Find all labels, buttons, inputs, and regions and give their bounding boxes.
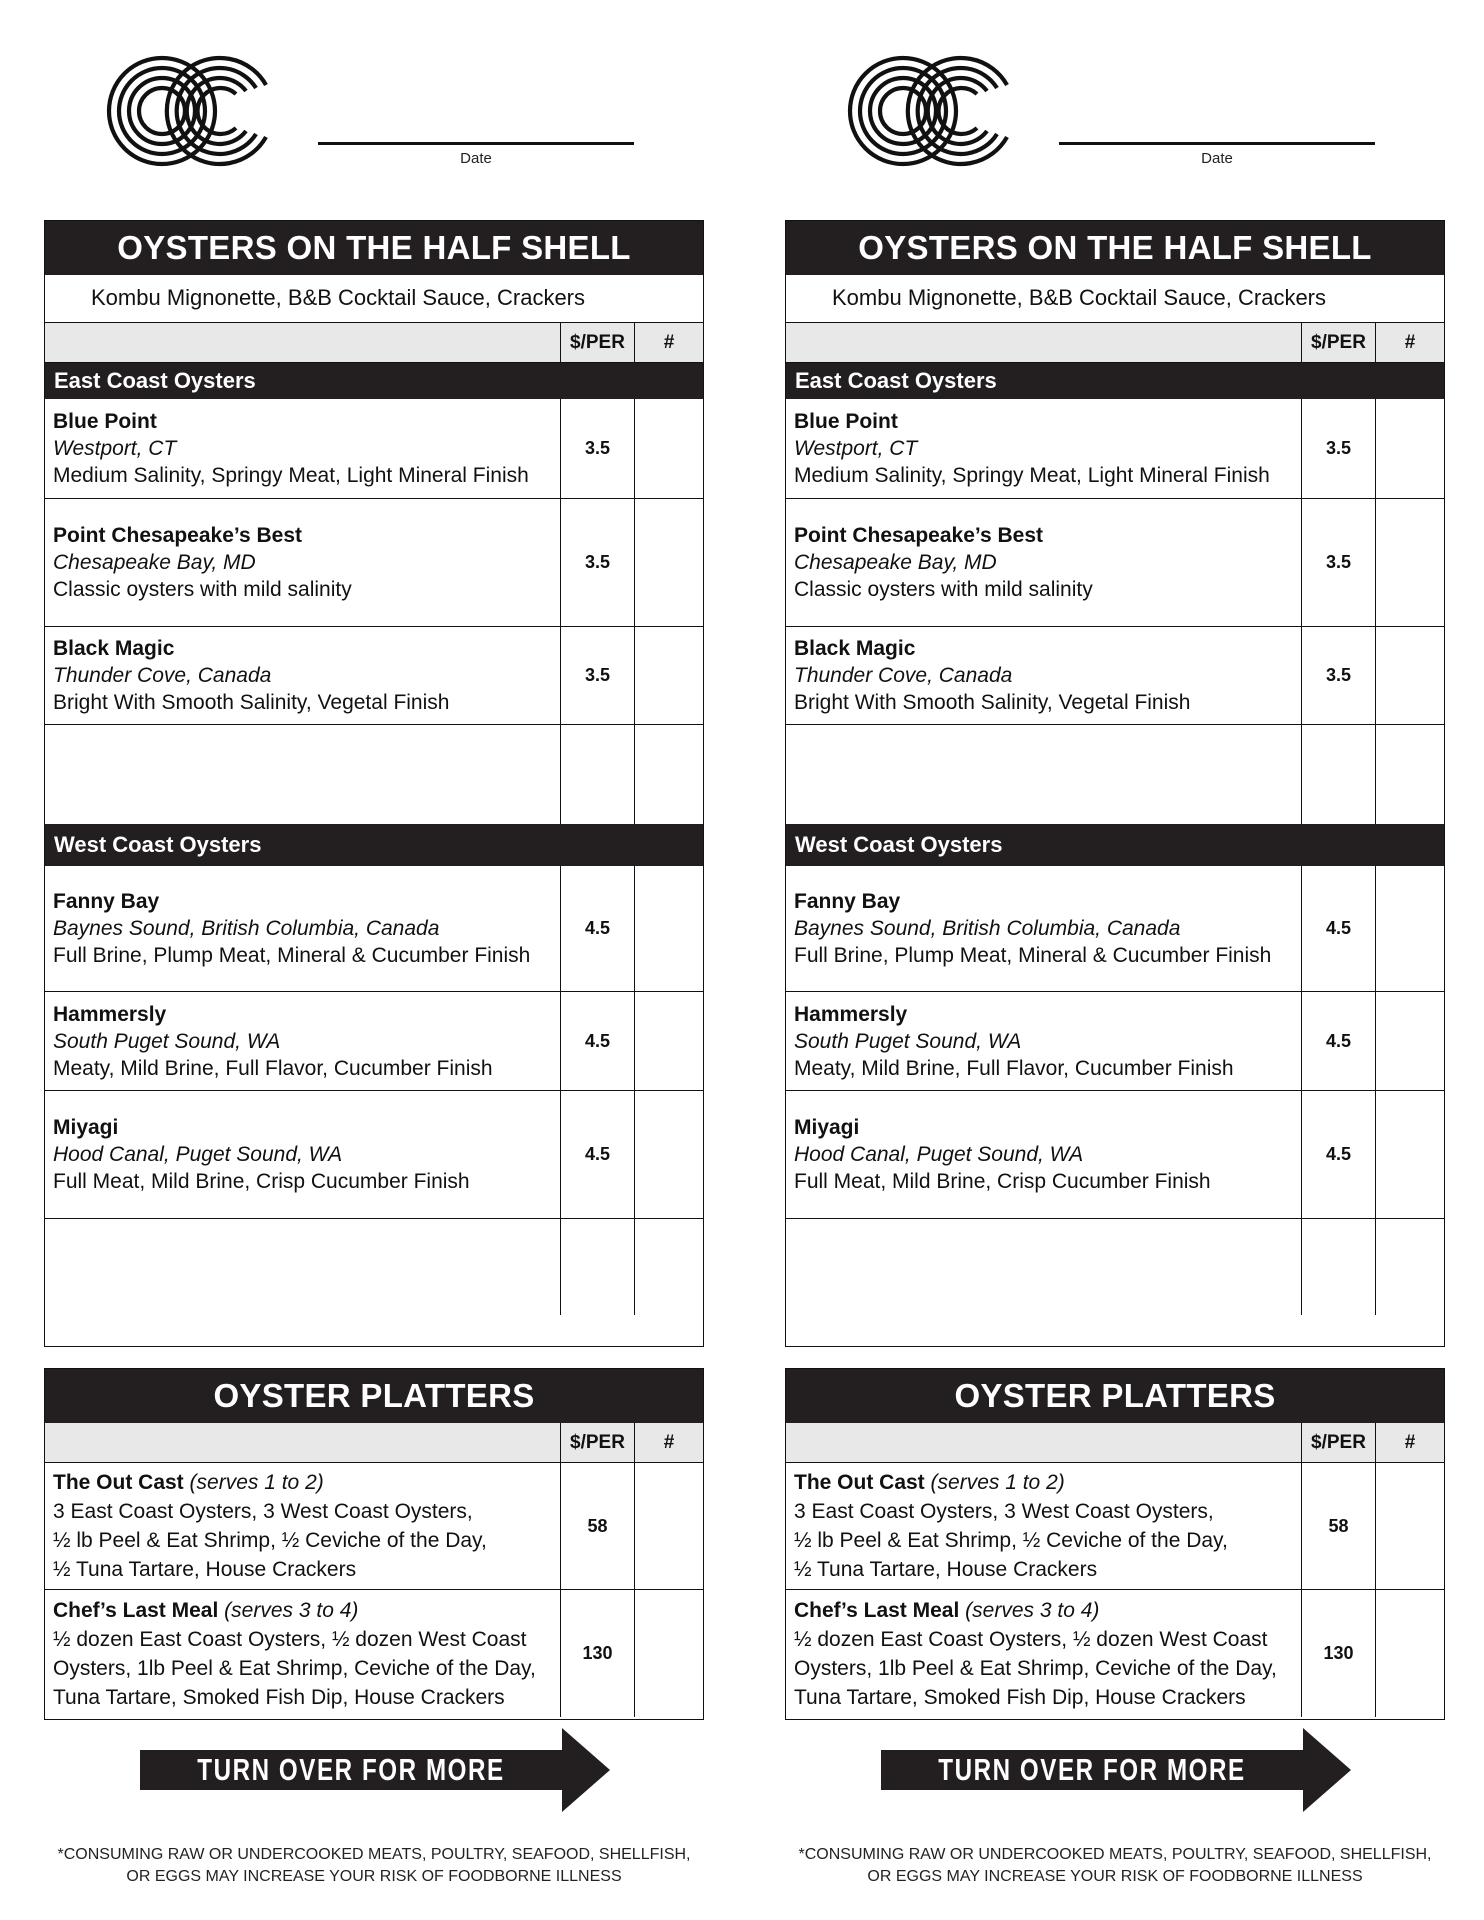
blank-price-cell[interactable]	[561, 1219, 635, 1315]
price-column-header: $/PER	[561, 323, 635, 362]
oyster-origin: Baynes Sound, British Columbia, Canada	[794, 917, 1181, 940]
platter-price: 130	[1302, 1590, 1376, 1717]
platter-row	[786, 1590, 1444, 1717]
east-coast-rows	[45, 399, 703, 824]
platter-row	[45, 1590, 703, 1717]
platter-row	[45, 1463, 703, 1590]
section-title: OYSTERS ON THE HALF SHELL	[45, 221, 703, 275]
price-column-header: $/PER	[1302, 1423, 1376, 1462]
oyster-origin: South Puget Sound, WA	[794, 1029, 1022, 1053]
oyster-price: 3.5	[1302, 399, 1376, 498]
platter-description: ½ dozen East Coast Oysters, ½ dozen West Coast Oysters, 1lb Peel & Eat Shrimp, Ceviche of the Day, Tuna Tartare, Smoked Fish Dip, House Crackers	[53, 1627, 536, 1709]
oyster-notes: Classic oysters with mild salinity	[53, 578, 352, 601]
oyster-price: 3.5	[1302, 499, 1376, 626]
oyster-notes: Bright With Smooth Salinity, Vegetal Finish	[53, 691, 450, 714]
date-label: Date	[1201, 150, 1233, 167]
blank-price-cell[interactable]	[561, 725, 635, 824]
quantity-cell[interactable]	[1376, 1219, 1444, 1315]
oyster-origin: Thunder Cove, Canada	[794, 664, 1013, 687]
oyster-origin: Thunder Cove, Canada	[53, 664, 272, 687]
oyster-notes: Classic oysters with mild salinity	[794, 578, 1093, 601]
blank-item-cell[interactable]	[786, 1219, 1302, 1315]
quantity-cell[interactable]	[1376, 725, 1444, 824]
turn-over-arrow	[881, 1728, 1351, 1812]
platter-description: 3 East Coast Oysters, 3 West Coast Oysters, ½ lb Peel & Eat Shrimp, ½ Ceviche of the Day, ½ Tuna Tartare, House Crackers	[794, 1500, 1228, 1581]
oyster-notes: Medium Salinity, Springy Meat, Light Mineral Finish	[53, 464, 529, 487]
section-title: OYSTER PLATTERS	[786, 1369, 1444, 1423]
disclaimer-line-1: *CONSUMING RAW OR UNDERCOOKED MEATS, POULTRY, SEAFOOD, SHELLFISH,	[57, 1846, 691, 1863]
foodborne-illness-disclaimer	[785, 1844, 1445, 1888]
card-header	[44, 52, 704, 172]
card-header	[785, 52, 1445, 172]
oyster-name: Hammersly	[794, 1002, 908, 1026]
oyster-price: 4.5	[1302, 992, 1376, 1090]
platter-price: 58	[1302, 1463, 1376, 1589]
quantity-cell[interactable]	[1376, 1463, 1444, 1589]
oyster-notes: Full Brine, Plump Meat, Mineral & Cucumber Finish	[794, 944, 1272, 967]
turn-over-label: TURN OVER FOR MORE	[197, 1752, 505, 1787]
section-subtitle: Kombu Mignonette, B&B Cocktail Sauce, Crackers	[786, 275, 1444, 323]
oyster-price: 3.5	[1302, 627, 1376, 724]
oyster-row	[786, 992, 1444, 1091]
section-title: OYSTERS ON THE HALF SHELL	[786, 221, 1444, 275]
turn-over-arrow	[140, 1728, 610, 1812]
foodborne-illness-disclaimer	[44, 1844, 704, 1888]
east-coast-category: East Coast Oysters	[786, 363, 1444, 399]
oyster-origin: Hood Canal, Puget Sound, WA	[794, 1143, 1084, 1166]
oyster-row	[786, 499, 1444, 627]
oyster-platters-section	[44, 1368, 704, 1720]
oyster-price: 4.5	[561, 866, 635, 991]
platter-price: 130	[561, 1590, 635, 1717]
menu-card-left	[44, 0, 704, 1920]
quantity-column-header: #	[1404, 332, 1416, 353]
quantity-cell[interactable]	[635, 399, 703, 498]
quantity-cell[interactable]	[635, 1091, 703, 1218]
platter-description: 3 East Coast Oysters, 3 West Coast Oysters, ½ lb Peel & Eat Shrimp, ½ Ceviche of the Day, ½ Tuna Tartare, House Crackers	[53, 1500, 487, 1581]
platter-description: ½ dozen East Coast Oysters, ½ dozen West Coast Oysters, 1lb Peel & Eat Shrimp, Ceviche of the Day, Tuna Tartare, Smoked Fish Dip, House Crackers	[794, 1627, 1277, 1709]
turn-over-label: TURN OVER FOR MORE	[938, 1752, 1246, 1787]
quantity-column-header: #	[663, 1432, 675, 1453]
oyster-row	[786, 399, 1444, 499]
oyster-row	[45, 627, 703, 725]
oyster-origin: Baynes Sound, British Columbia, Canada	[53, 917, 440, 940]
disclaimer-line-1: *CONSUMING RAW OR UNDERCOOKED MEATS, POULTRY, SEAFOOD, SHELLFISH,	[798, 1846, 1432, 1863]
platter-serves: (serves 3 to 4)	[965, 1598, 1100, 1622]
oyster-name: Point Chesapeake’s Best	[53, 524, 302, 547]
section-subtitle: Kombu Mignonette, B&B Cocktail Sauce, Crackers	[45, 275, 703, 323]
oyster-name: Fanny Bay	[53, 890, 160, 913]
oyster-origin: Westport, CT	[53, 437, 177, 460]
quantity-cell[interactable]	[1376, 499, 1444, 626]
oyster-notes: Meaty, Mild Brine, Full Flavor, Cucumber Finish	[53, 1056, 493, 1080]
west-coast-rows	[786, 866, 1444, 1315]
blank-item-cell[interactable]	[45, 725, 561, 824]
blank-oyster-row	[786, 1219, 1444, 1315]
blank-oyster-row	[786, 725, 1444, 824]
oysters-half-shell-section	[785, 220, 1445, 1347]
oyster-row	[45, 399, 703, 499]
oyster-price: 4.5	[561, 1091, 635, 1218]
price-column-header: $/PER	[1302, 323, 1376, 362]
quantity-cell[interactable]	[1376, 399, 1444, 498]
platter-name: Chef’s Last Meal	[53, 1598, 219, 1622]
blank-price-cell[interactable]	[1302, 725, 1376, 824]
oyster-name: Fanny Bay	[794, 890, 901, 913]
oyster-notes: Medium Salinity, Springy Meat, Light Mineral Finish	[794, 464, 1270, 487]
oyster-price: 4.5	[1302, 1091, 1376, 1218]
menu-card-right	[785, 0, 1445, 1920]
quantity-cell[interactable]	[1376, 627, 1444, 724]
oc-logo-icon	[106, 52, 271, 170]
oyster-origin: South Puget Sound, WA	[53, 1029, 281, 1053]
blank-price-cell[interactable]	[1302, 1219, 1376, 1315]
oyster-origin: Chesapeake Bay, MD	[53, 551, 256, 574]
oyster-notes: Meaty, Mild Brine, Full Flavor, Cucumber Finish	[794, 1056, 1234, 1080]
platter-serves: (serves 1 to 2)	[930, 1471, 1065, 1494]
oyster-row	[786, 866, 1444, 992]
section-title: OYSTER PLATTERS	[45, 1369, 703, 1423]
quantity-cell[interactable]	[1376, 1091, 1444, 1218]
oyster-name: Miyagi	[53, 1116, 119, 1139]
quantity-column-header: #	[663, 332, 675, 353]
west-coast-rows	[45, 866, 703, 1315]
oyster-name: Black Magic	[794, 637, 916, 660]
quantity-cell[interactable]	[635, 1219, 703, 1315]
oc-logo-icon	[847, 52, 1012, 170]
blank-oyster-row	[45, 725, 703, 824]
date-field-line[interactable]	[1059, 142, 1375, 145]
oyster-price: 3.5	[561, 399, 635, 498]
column-header	[786, 323, 1444, 363]
quantity-cell[interactable]	[635, 1463, 703, 1589]
oyster-notes: Full Meat, Mild Brine, Crisp Cucumber Finish	[53, 1170, 470, 1193]
oyster-notes: Full Brine, Plump Meat, Mineral & Cucumber Finish	[53, 944, 531, 967]
east-coast-category: East Coast Oysters	[45, 363, 703, 399]
oyster-name: Miyagi	[794, 1116, 860, 1139]
blank-item-cell[interactable]	[45, 1219, 561, 1315]
oyster-platters-section	[785, 1368, 1445, 1720]
quantity-cell[interactable]	[635, 725, 703, 824]
oyster-name: Hammersly	[53, 1002, 167, 1026]
platter-name: The Out Cast	[53, 1471, 184, 1494]
quantity-cell[interactable]	[635, 866, 703, 991]
oyster-name: Blue Point	[53, 410, 157, 433]
oyster-row	[45, 499, 703, 627]
column-header	[45, 323, 703, 363]
platter-name: The Out Cast	[794, 1471, 925, 1494]
oyster-price: 4.5	[1302, 866, 1376, 991]
oyster-name: Black Magic	[53, 637, 175, 660]
price-column-header: $/PER	[561, 1423, 635, 1462]
quantity-cell[interactable]	[1376, 866, 1444, 991]
oyster-notes: Bright With Smooth Salinity, Vegetal Finish	[794, 691, 1191, 714]
blank-item-cell[interactable]	[786, 725, 1302, 824]
quantity-column-header: #	[1404, 1432, 1416, 1453]
quantity-cell[interactable]	[635, 627, 703, 724]
east-coast-rows	[786, 399, 1444, 824]
oyster-price: 3.5	[561, 499, 635, 626]
disclaimer-line-2: OR EGGS MAY INCREASE YOUR RISK OF FOODBORNE ILLNESS	[867, 1868, 1363, 1885]
oyster-origin: Chesapeake Bay, MD	[794, 551, 997, 574]
platter-price: 58	[561, 1463, 635, 1589]
quantity-cell[interactable]	[1376, 992, 1444, 1090]
oyster-name: Point Chesapeake’s Best	[794, 524, 1043, 547]
oyster-origin: Hood Canal, Puget Sound, WA	[53, 1143, 343, 1166]
platter-serves: (serves 1 to 2)	[189, 1471, 324, 1494]
oysters-half-shell-section	[44, 220, 704, 1347]
blank-oyster-row	[45, 1219, 703, 1315]
oyster-row	[45, 1091, 703, 1219]
quantity-cell[interactable]	[1376, 1590, 1444, 1717]
date-label: Date	[460, 150, 492, 167]
date-field-line[interactable]	[318, 142, 634, 145]
oyster-name: Blue Point	[794, 410, 898, 433]
oyster-row	[786, 1091, 1444, 1219]
oyster-price: 4.5	[561, 992, 635, 1090]
column-header	[786, 1423, 1444, 1463]
oyster-notes: Full Meat, Mild Brine, Crisp Cucumber Finish	[794, 1170, 1211, 1193]
quantity-cell[interactable]	[635, 1590, 703, 1717]
platter-name: Chef’s Last Meal	[794, 1598, 960, 1622]
column-header	[45, 1423, 703, 1463]
oyster-row	[786, 627, 1444, 725]
oyster-row	[45, 992, 703, 1091]
oyster-row	[45, 866, 703, 992]
oyster-origin: Westport, CT	[794, 437, 918, 460]
disclaimer-line-2: OR EGGS MAY INCREASE YOUR RISK OF FOODBORNE ILLNESS	[126, 1868, 622, 1885]
quantity-cell[interactable]	[635, 992, 703, 1090]
platter-row	[786, 1463, 1444, 1590]
oyster-price: 3.5	[561, 627, 635, 724]
west-coast-category: West Coast Oysters	[45, 824, 703, 866]
west-coast-category: West Coast Oysters	[786, 824, 1444, 866]
quantity-cell[interactable]	[635, 499, 703, 626]
platter-serves: (serves 3 to 4)	[224, 1598, 359, 1622]
